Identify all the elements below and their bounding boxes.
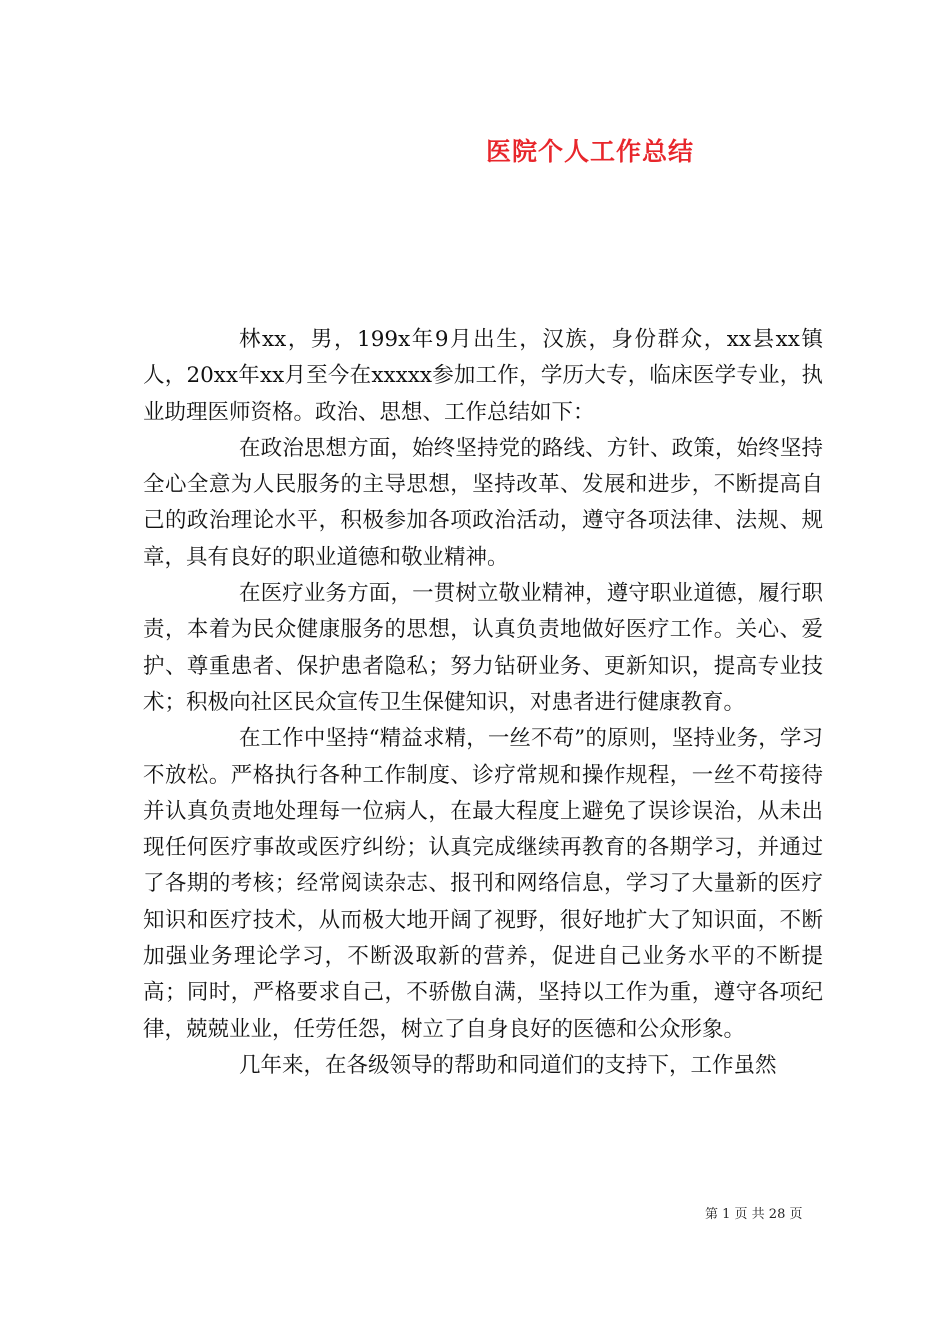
paragraph-political: 在政治思想方面，始终坚持党的路线、方针、政策，始终坚持全心全意为人民服务的主导思想，坚持改革、发展和进步，不断提高自己的政治理论水平，积极参加各项政治活动，遵守各项法律、法规、规章，具有良好的职业道德和敬业精神。 <box>143 435 823 570</box>
document-body <box>143 322 823 1084</box>
page-number: 第 1 页 共 28 页 <box>705 1207 803 1222</box>
paragraph-medical: 在医疗业务方面，一贯树立敬业精神，遵守职业道德，履行职责，本着为民众健康服务的思想，认真负责地做好医疗工作。关心、爱护、尊重患者、保护患者隐私；努力钻研业务、更新知识，提高专业技术；积极向社区民众宣传卫生保健知识，对患者进行健康教育。 <box>143 581 823 715</box>
paragraph-years: 几年来，在各级领导的帮助和同道们的支持下，工作虽然 <box>239 1052 777 1078</box>
document-title: 医院个人工作总结 <box>485 137 694 166</box>
paragraph-work: 在工作中坚持“精益求精，一丝不苟”的原则，坚持业务，学习不放松。严格执行各种工作制度、诊疗常规和操作规程，一丝不苟接待并认真负责地处理每一位病人，在最大程度上避免了误诊误治，从未出现任何医疗事故或医疗纠纷；认真完成继续再教育的各期学习，并通过了各期的考核；经常阅读杂志、报刊和网络信息，学习了大量新的医疗知识和医疗技术，从而极大地开阔了视野，很好地扩大了知识面，不断加强业务理论学习，不断汲取新的营养，促进自己业务水平的不断提高；同时，严格要求自己，不骄傲自满，坚持以工作为重，遵守各项纪律，兢兢业业，任劳任怨，树立了自身良好的医德和公众形象。 <box>143 726 823 1042</box>
paragraph-intro: 林xx，男，199x年9月出生，汉族，身份群众，xx县xx镇人，20xx年xx月至今在xxxxx参加工作，学历大专，临床医学专业，执业助理医师资格。政治、思想、工作总结如下： <box>143 327 823 425</box>
